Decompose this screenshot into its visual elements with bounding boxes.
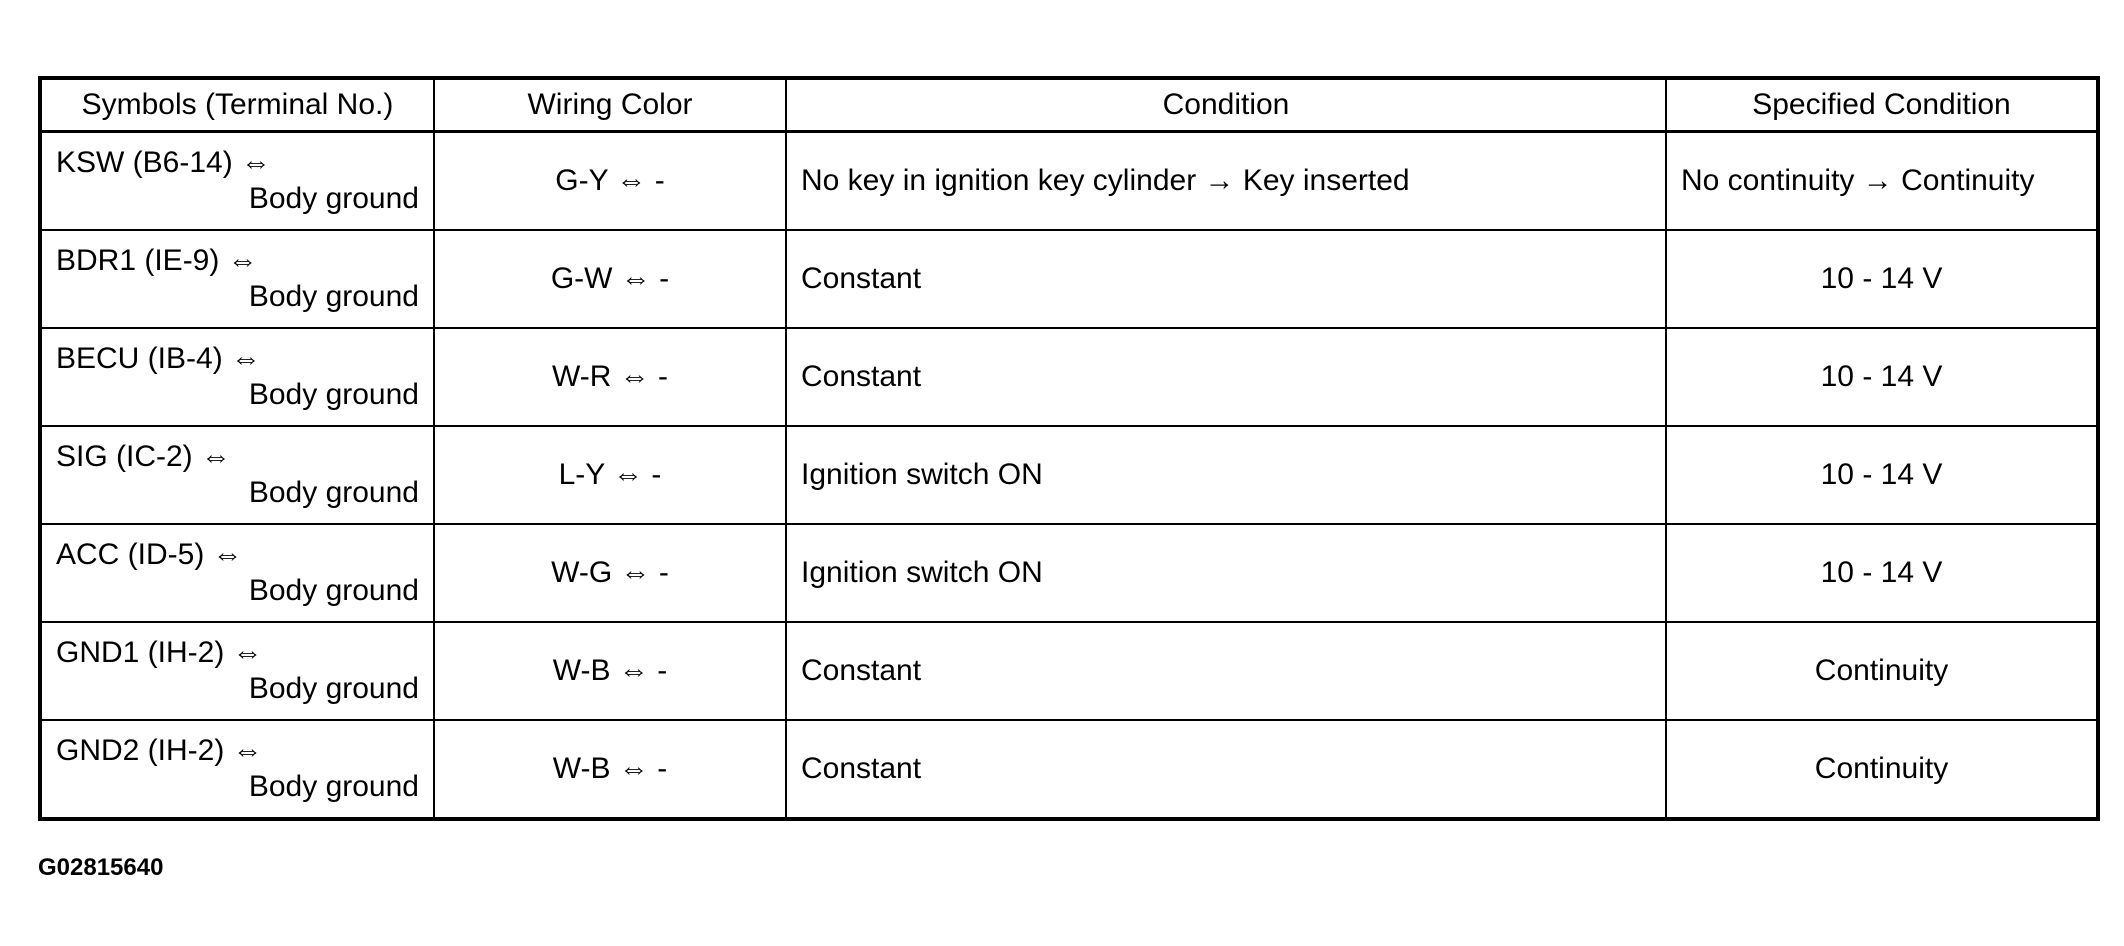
wiring-color-cell: G-Y ⇔ -	[434, 132, 786, 231]
terminal-symbol: SIG (IC-2) ⇔	[56, 440, 232, 473]
symbol-cell	[40, 132, 434, 231]
specified-condition-cell: 10 - 14 V	[1666, 230, 2098, 328]
terminal-ground: Body ground	[248, 476, 419, 509]
terminal-symbol: KSW (B6-14) ⇔	[56, 146, 272, 179]
header-specified-condition: Specified Condition	[1666, 78, 2098, 132]
condition-cell: Ignition switch ON	[786, 524, 1666, 622]
condition-cell: Ignition switch ON	[786, 426, 1666, 524]
symbol-cell	[40, 524, 434, 622]
terminal-ground: Body ground	[248, 378, 419, 411]
condition-cell: Constant	[786, 230, 1666, 328]
symbol-cell	[40, 328, 434, 426]
terminal-symbol: BDR1 (IE-9) ⇔	[56, 244, 258, 277]
terminal-symbol: BECU (IB-4) ⇔	[56, 342, 262, 375]
table-row	[40, 720, 2098, 819]
table-row	[40, 426, 2098, 524]
symbol-cell	[40, 230, 434, 328]
wiring-color-cell: W-R ⇔ -	[434, 328, 786, 426]
terminal-ground: Body ground	[248, 672, 419, 705]
table-row	[40, 524, 2098, 622]
condition-cell: Constant	[786, 328, 1666, 426]
terminal-ground: Body ground	[248, 770, 419, 803]
wiring-color-cell: W-B ⇔ -	[434, 720, 786, 819]
table-row	[40, 328, 2098, 426]
symbol-cell	[40, 622, 434, 720]
terminal-ground: Body ground	[248, 182, 419, 215]
terminal-spec-table	[38, 76, 2100, 821]
table-row	[40, 622, 2098, 720]
condition-cell: Constant	[786, 720, 1666, 819]
header-condition: Condition	[786, 78, 1666, 132]
header-symbols: Symbols (Terminal No.)	[40, 78, 434, 132]
wiring-color-cell: W-G ⇔ -	[434, 524, 786, 622]
specified-condition-cell: 10 - 14 V	[1666, 328, 2098, 426]
specified-condition-cell: 10 - 14 V	[1666, 524, 2098, 622]
specified-condition-cell: Continuity	[1666, 622, 2098, 720]
terminal-ground: Body ground	[248, 574, 419, 607]
terminal-symbol: ACC (ID-5) ⇔	[56, 538, 243, 571]
wiring-color-cell: L-Y ⇔ -	[434, 426, 786, 524]
terminal-symbol: GND1 (IH-2) ⇔	[56, 636, 263, 669]
condition-cell: Constant	[786, 622, 1666, 720]
table-row	[40, 132, 2098, 231]
symbol-cell	[40, 720, 434, 819]
terminal-symbol: GND2 (IH-2) ⇔	[56, 734, 263, 767]
terminal-ground: Body ground	[248, 280, 419, 313]
table-header-row	[40, 78, 2098, 132]
terminal-spec-sheet	[38, 76, 2096, 821]
symbol-cell	[40, 426, 434, 524]
figure-id: G02815640	[38, 854, 164, 881]
specified-condition-cell: No continuity → Continuity	[1666, 132, 2098, 231]
wiring-color-cell: W-B ⇔ -	[434, 622, 786, 720]
wiring-color-cell: G-W ⇔ -	[434, 230, 786, 328]
condition-cell: No key in ignition key cylinder → Key inserted	[786, 132, 1666, 231]
header-wiring-color: Wiring Color	[434, 78, 786, 132]
specified-condition-cell: Continuity	[1666, 720, 2098, 819]
table-row	[40, 230, 2098, 328]
specified-condition-cell: 10 - 14 V	[1666, 426, 2098, 524]
